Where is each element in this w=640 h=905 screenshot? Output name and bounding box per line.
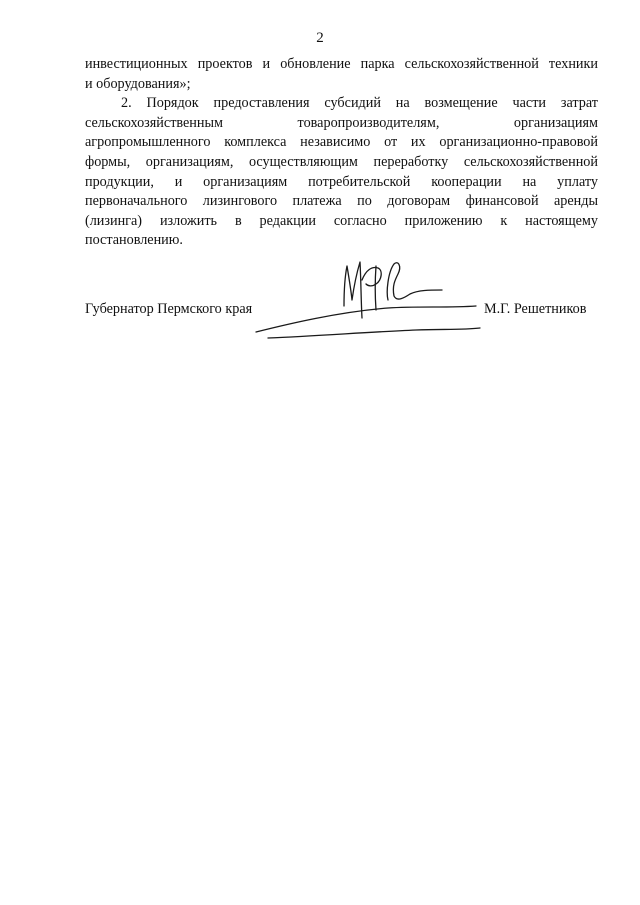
signature-strokes <box>256 262 480 338</box>
text-line: сельскохозяйственным товаропроизводителям, организациям <box>85 114 598 131</box>
handwritten-signature <box>248 240 488 348</box>
text-line: инвестиционных проектов и обновление парка сельскохозяйственной техники <box>85 56 598 72</box>
signatory-title: Губернатор Пермского края <box>85 301 253 317</box>
body-text <box>85 55 598 251</box>
text-line: формы, организациям, осуществляющим переработку сельскохозяйственной <box>85 153 598 170</box>
paragraph-start-line: 2. Порядок предоставления субсидий на возмещение части затрат <box>121 95 598 112</box>
signatory-name: М.Г. Решетников <box>484 301 587 317</box>
text-line: постановлению. <box>85 232 183 249</box>
text-line: (лизинга) изложить в редакции согласно приложению к настоящему <box>85 212 598 229</box>
text-line: агропромышленного комплекса независимо от их организационно-правовой <box>85 134 598 151</box>
text-line: и оборудования»; <box>85 75 191 92</box>
page-number: 2 <box>316 30 324 46</box>
text-line: первоначального лизингового платежа по договорам финансовой аренды <box>85 193 598 210</box>
text-line: продукции, и организациям потребительской кооперации на уплату <box>85 173 598 190</box>
